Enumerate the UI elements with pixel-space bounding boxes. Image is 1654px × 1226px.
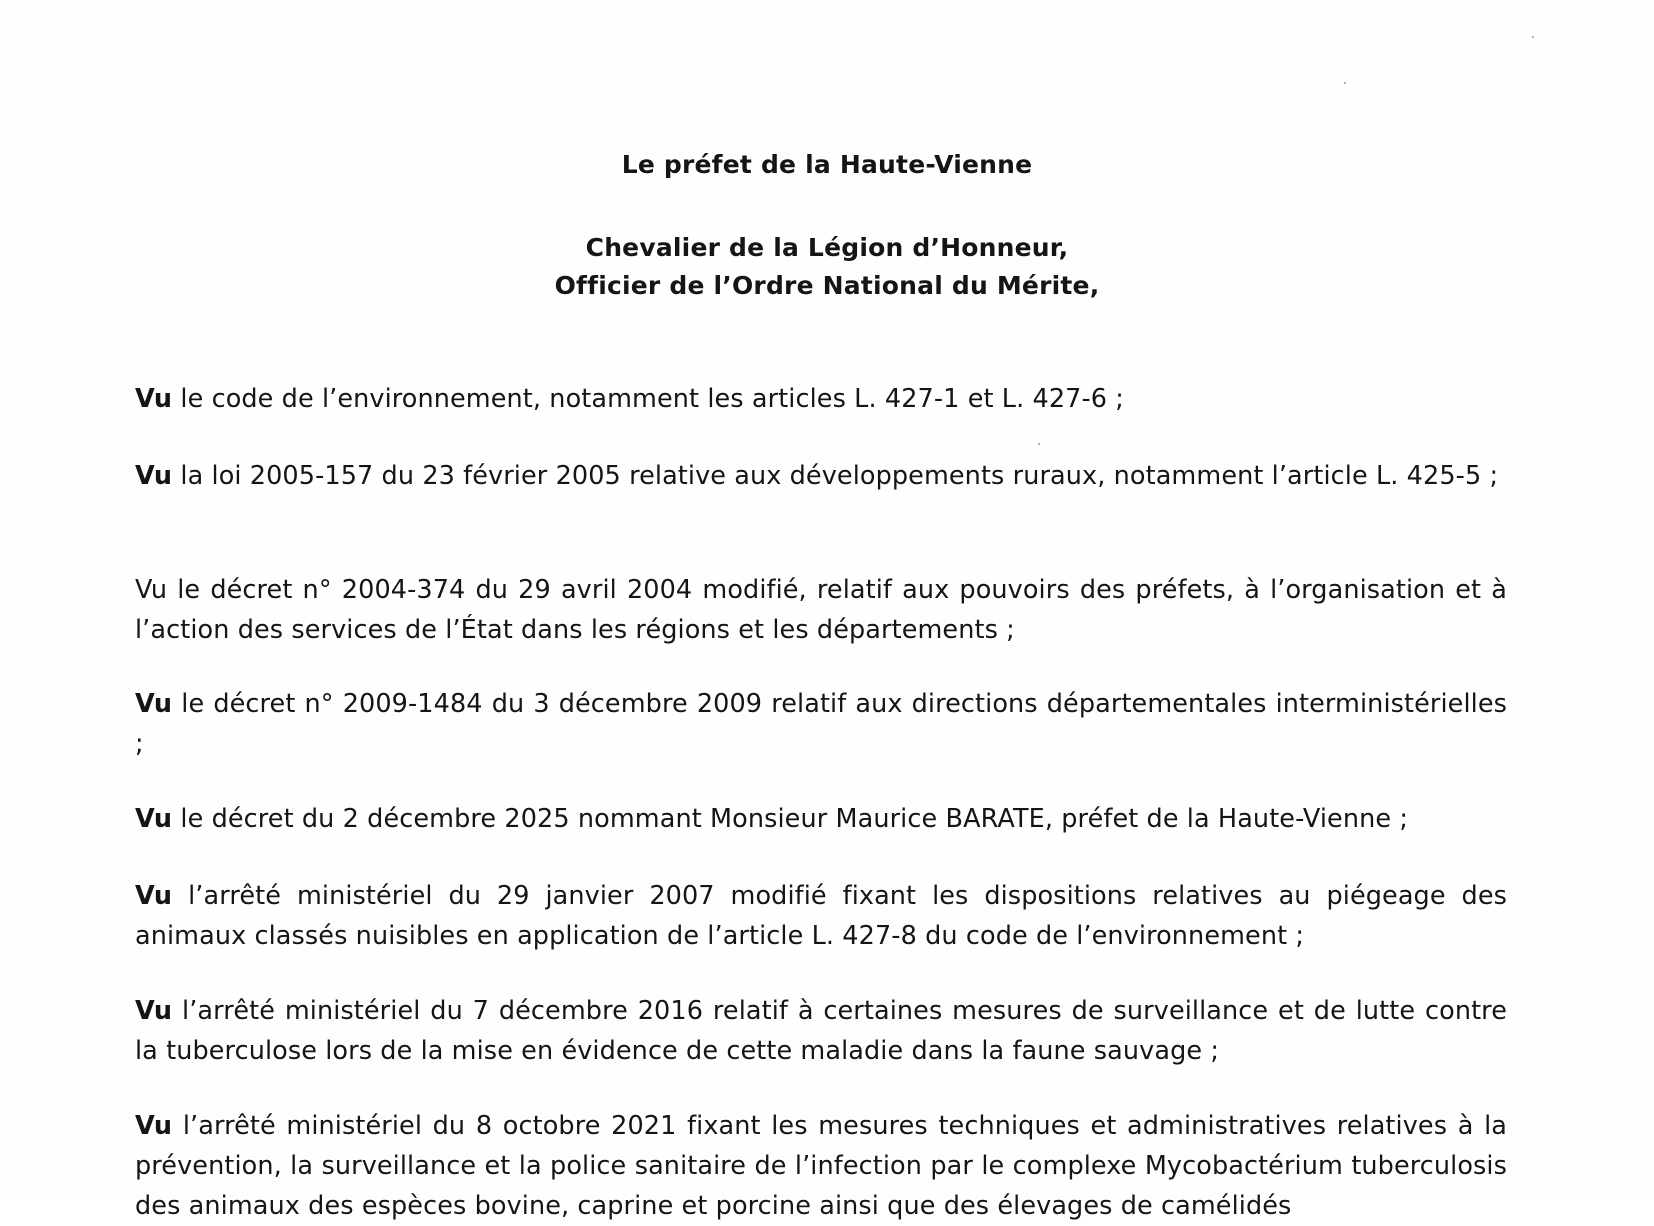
consideration-text: le code de l’environnement, notamment les articles L. 427-1 et L. 427-6 ; <box>172 384 1124 414</box>
consideration-text: l’arrêté ministériel du 8 octobre 2021 fixant les mesures techniques et administratives relatives à la prévention, la surveillance et la police sanitaire de l’infection par le complexe Mycobactérium tuberculosis des animaux des espèces bovine, caprine et porcine ainsi que des élevages de camélidés <box>135 1111 1507 1221</box>
consideration-text: le décret du 2 décembre 2025 nommant Monsieur Maurice BARATE, préfet de la Haute-Vienne ; <box>172 804 1409 834</box>
consideration-paragraph <box>135 1106 1507 1226</box>
scan-speck <box>1038 443 1040 445</box>
vu-lead: Vu <box>135 575 168 605</box>
prefect-title-text: Le préfet de la Haute-Vienne <box>621 150 1033 179</box>
consideration-paragraph <box>135 379 1507 419</box>
consideration-paragraph <box>135 991 1507 1071</box>
prefect-honors <box>0 229 1654 305</box>
consideration-paragraph <box>135 876 1507 956</box>
consideration-paragraph <box>135 684 1507 764</box>
vu-lead: Vu <box>135 804 173 834</box>
scan-speck <box>1532 36 1534 38</box>
prefect-title <box>0 146 1654 184</box>
consideration-paragraph <box>135 799 1507 839</box>
honor-ordre-national: Officier de l’Ordre National du Mérite, <box>554 271 1100 300</box>
consideration-text: l’arrêté ministériel du 29 janvier 2007 modifié fixant les dispositions relatives au piégeage des animaux classés nuisibles en application de l’article L. 427-8 du code de l’environnement ; <box>135 881 1507 951</box>
consideration-paragraph <box>135 456 1507 496</box>
consideration-text: l’arrêté ministériel du 7 décembre 2016 relatif à certaines mesures de surveillance et de lutte contre la tuberculose lors de la mise en évidence de cette maladie dans la faune sauvage ; <box>135 996 1507 1066</box>
vu-lead: Vu <box>135 996 173 1026</box>
vu-lead: Vu <box>135 689 173 719</box>
consideration-text: le décret n° 2004-374 du 29 avril 2004 modifié, relatif aux pouvoirs des préfets, à l’organisation et à l’action des services de l’État dans les régions et les départements ; <box>135 575 1507 645</box>
vu-lead: Vu <box>135 384 173 414</box>
honor-legion: Chevalier de la Légion d’Honneur, <box>585 233 1069 262</box>
scan-speck <box>1344 82 1346 84</box>
consideration-text: le décret n° 2009-1484 du 3 décembre 2009 relatif aux directions départementales interministérielles ; <box>135 689 1507 759</box>
vu-lead: Vu <box>135 461 173 491</box>
consideration-paragraph <box>135 570 1507 650</box>
vu-lead: Vu <box>135 881 173 911</box>
vu-lead: Vu <box>135 1111 173 1141</box>
consideration-text: la loi 2005-157 du 23 février 2005 relative aux développements ruraux, notamment l’article L. 425-5 ; <box>172 461 1499 491</box>
